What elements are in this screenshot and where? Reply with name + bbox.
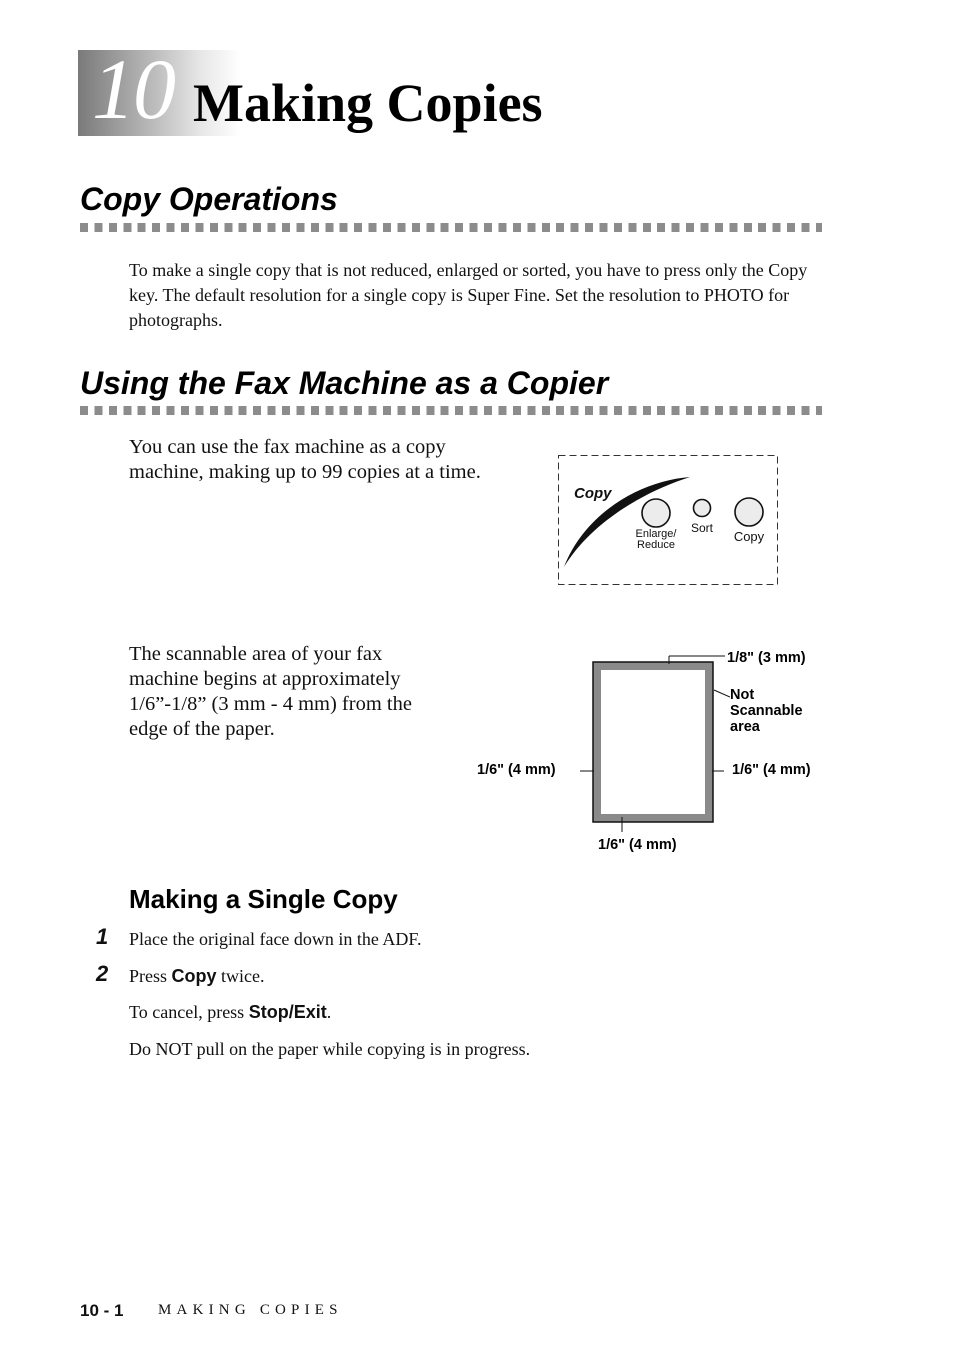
scan-area-line: The scannable area of your fax <box>129 643 383 665</box>
scan-area-line: 1/6”-1/8” (3 mm - 4 mm) from the <box>129 693 412 715</box>
section-heading-fax-as-copier: Using the Fax Machine as a Copier <box>80 365 609 401</box>
scannable-area-diagram <box>570 650 730 835</box>
chapter-title: Making Copies <box>193 73 543 133</box>
step-text-after: twice. <box>216 966 265 986</box>
copier-intro-line: machine, making up to 99 copies at a time. <box>129 461 481 483</box>
chapter-number: 10 <box>92 41 174 137</box>
not-scannable-line: Scannable <box>730 703 803 719</box>
step-text: Place the original face down in the ADF. <box>129 929 422 949</box>
section-divider <box>80 406 822 415</box>
section-divider <box>80 223 822 232</box>
warning-text: Do NOT pull on the paper while copying is in progress. <box>129 1039 531 1059</box>
cancel-text-before: To cancel, press <box>129 1002 249 1022</box>
footer-page-number: 10 - 1 <box>80 1301 124 1320</box>
copy-key-label: Copy <box>733 529 765 544</box>
copy-panel-graphic <box>558 455 778 585</box>
copier-intro-line: You can use the fax machine as a copy <box>129 436 446 458</box>
section-heading-copy-operations: Copy Operations <box>80 181 338 217</box>
sort-key-label: Sort <box>690 521 713 535</box>
copy-key-name: Copy <box>171 966 217 986</box>
step-text <box>129 967 265 985</box>
step-text-before: Press <box>129 966 172 986</box>
left-margin-label: 1/6" (4 mm) <box>477 762 556 778</box>
top-margin-label: 1/8" (3 mm) <box>727 650 806 666</box>
step-number: 1 <box>96 924 109 949</box>
not-scannable-line: area <box>730 719 760 735</box>
footer-chapter-title: MAKING COPIES <box>158 1302 343 1318</box>
step-number: 2 <box>96 961 109 986</box>
scan-area-line: machine begins at approximately <box>129 668 401 690</box>
copy-operations-paragraph: To make a single copy that is not reduced, enlarged or sorted, you have to press only the Copy key. The default resolution for a single copy is Super Fine. Set the resolution to PHOTO for photographs. <box>129 260 808 330</box>
reduce-label-line: Reduce <box>637 539 675 551</box>
enlarge-label-line: Enlarge/ <box>635 528 677 540</box>
cancel-text-after: . <box>326 1002 332 1022</box>
subsection-heading: Making a Single Copy <box>129 884 398 914</box>
stop-exit-key-name: Stop/Exit <box>248 1002 327 1022</box>
not-scannable-label <box>730 687 803 735</box>
not-scannable-line: Not <box>730 687 755 703</box>
right-margin-label: 1/6" (4 mm) <box>732 762 811 778</box>
enlarge-reduce-key-label <box>626 529 686 551</box>
bottom-margin-label: 1/6" (4 mm) <box>598 837 677 853</box>
scan-area-line: edge of the paper. <box>129 718 275 740</box>
copy-panel-illustration <box>558 455 778 585</box>
copy-panel-logo: Copy <box>574 485 612 502</box>
cancel-instruction <box>129 1003 331 1021</box>
